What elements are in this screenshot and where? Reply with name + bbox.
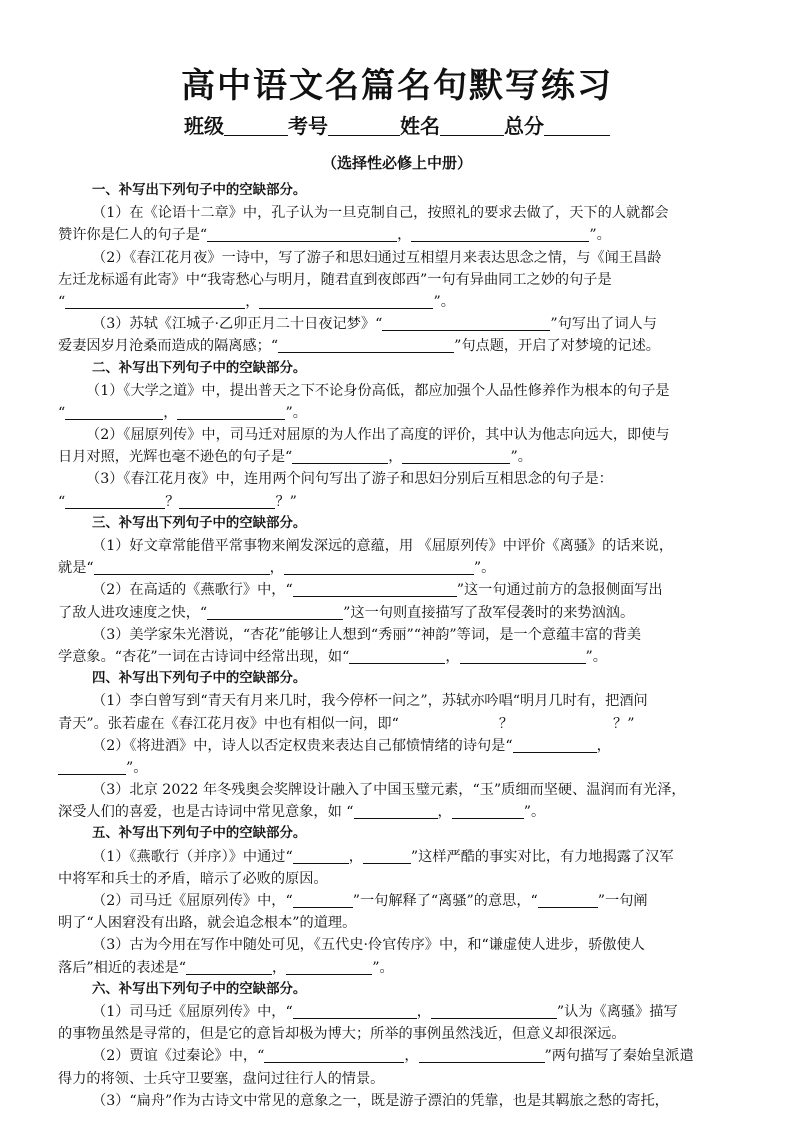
- question-line: （2）在高适的《燕歌行》中，“ ”这一句通过前方的急报侧面写出: [92, 582, 663, 599]
- answer-blank[interactable]: [293, 892, 353, 908]
- answer-blank[interactable]: [452, 803, 524, 819]
- answer-blank[interactable]: [259, 293, 433, 309]
- question-line: 落后”相近的表述是“ ， ”。: [58, 959, 394, 976]
- question-line: 得力的将领、士兵守卫要塞，盘问过往行人的情景。: [58, 1070, 385, 1087]
- question-line: （2）《春江花月夜》一诗中，写了游子和思妇通过互相望月来表达思念之情，与《闻王昌龄: [92, 249, 662, 266]
- answer-blank[interactable]: [186, 959, 272, 975]
- answer-blank[interactable]: [382, 315, 550, 331]
- number-blank[interactable]: [328, 117, 400, 136]
- answer-blank[interactable]: [513, 737, 597, 753]
- score-label: 总分: [504, 114, 544, 138]
- page-subtitle: （选择性必修上中册）: [321, 154, 472, 172]
- question-line: （3）苏轼《江城子·乙卯正月二十日夜记梦》“ ”句写出了词人与: [92, 316, 657, 333]
- question-line: （2）《屈原列传》中，司马迁对屈原的为人作出了高度的评价，其中认为他志向远大，即使与: [86, 427, 670, 444]
- question-line: （3）古为今用在写作中随处可见，《五代史·伶官传序》中，和“谦虚使人进步，骄傲使人: [92, 937, 645, 954]
- question-line: “ ， ”。: [58, 404, 307, 421]
- answer-blank[interactable]: [292, 448, 388, 464]
- answer-blank[interactable]: [65, 493, 165, 509]
- answer-blank[interactable]: [94, 559, 270, 575]
- class-label: 班级: [184, 114, 224, 138]
- question-line: （2）《将进酒》中，诗人以否定权贵来表达自己郁愤情绪的诗句是“ ，: [92, 737, 611, 754]
- question-line: （2）贾谊《过秦论》中，“ ， ”两句描写了秦始皇派遣: [92, 1048, 694, 1065]
- name-field: [400, 110, 504, 139]
- answer-blank[interactable]: [58, 759, 126, 775]
- answer-blank[interactable]: [411, 226, 589, 242]
- question-line: （3）“扁舟”作为古诗文中常见的意象之一，既是游子漂泊的凭靠，也是其羁旅之愁的寄托，: [92, 1092, 669, 1109]
- answer-blank[interactable]: [538, 892, 598, 908]
- question-line: （1）在《论语十二章》中，孔子认为一旦克制自己，按照礼的要求去做了，天下的人就都会: [92, 205, 669, 222]
- answer-blank[interactable]: [286, 959, 372, 975]
- section-heading: 五、补写出下列句子中的空缺部分。: [92, 826, 307, 842]
- answer-blank[interactable]: [65, 293, 245, 309]
- question-line: 明了“人困窘没有出路，就会追念根本”的道理。: [58, 915, 357, 932]
- answer-blank[interactable]: [354, 803, 438, 819]
- answer-blank[interactable]: [207, 226, 397, 242]
- number-label: 考号: [288, 114, 328, 138]
- question-line: ”。: [58, 757, 738, 779]
- question-line: （2）司马迁《屈原列传》中，“ ”一句解释了“离骚”的意思，“ ”一句阐: [92, 893, 648, 909]
- number-field: [288, 110, 400, 139]
- answer-blank[interactable]: [419, 1047, 545, 1063]
- question-line: 青天”。张若虚在《春江花月夜》中也有相似一问，即“ ？ ？”: [58, 715, 635, 732]
- class-blank[interactable]: [224, 117, 288, 136]
- section-heading: 三、补写出下列句子中的空缺部分。: [92, 515, 307, 531]
- answer-blank[interactable]: [293, 581, 457, 597]
- question-line: （3）北京 2022 年冬残奥会奖牌设计融入了中国玉璧元素，“玉”质细而坚硬、温润而有光泽，: [92, 782, 686, 799]
- question-line: （1）李白曾写到“青天有月来几时，我今停杯一问之”，苏轼亦吟唱“明月几时有，把酒问: [92, 693, 648, 710]
- name-label: 姓名: [400, 114, 440, 138]
- score-field: [504, 110, 610, 139]
- class-field: [184, 110, 288, 139]
- question-line: “ ？ ？”: [58, 493, 297, 510]
- answer-blank[interactable]: [402, 448, 510, 464]
- answer-blank[interactable]: [264, 1047, 404, 1063]
- question-line: 了敌人进攻速度之快，“ ”这一句则直接描写了敌军侵袭时的来势汹汹。: [58, 604, 635, 621]
- name-blank[interactable]: [440, 117, 504, 136]
- question-line: 中将军和兵士的矛盾，暗示了必败的原因。: [58, 870, 328, 887]
- question-line: “ ， ”。: [58, 293, 455, 310]
- question-line: （1）司马迁《屈原列传》中，“ ， ”认为《离骚》描写: [92, 1003, 678, 1020]
- answer-blank[interactable]: [177, 404, 285, 420]
- page-title: 高中语文名篇名句默写练习: [181, 66, 613, 106]
- section-heading: 二、补写出下列句子中的空缺部分。: [92, 360, 307, 376]
- section-heading: 一、补写出下列句子中的空缺部分。: [92, 183, 307, 198]
- answer-blank[interactable]: [278, 337, 454, 353]
- question-line: 学意象。“杏花”一词在古诗词中经常出现，如“ ， ”。: [58, 648, 607, 665]
- section-heading: 六、补写出下列句子中的空缺部分。: [92, 981, 307, 997]
- student-info-line: [0, 110, 794, 139]
- question-line: （3）美学家朱光潜说，“杏花”能够让人想到“秀丽”“神韵”等词，是一个意蕴丰富的背美: [92, 626, 642, 643]
- question-line: 就是“ ， ”。: [58, 560, 496, 577]
- answer-blank[interactable]: [349, 648, 445, 664]
- question-line: 左迁龙标遥有此寄》中“我寄愁心与明月，随君直到夜郎西”一句有异曲同工之妙的句子是: [58, 271, 612, 288]
- answer-blank[interactable]: [293, 848, 349, 864]
- answer-blank[interactable]: [179, 493, 275, 509]
- question-line: 日月对照，光辉也毫不逊色的句子是“ ， ”。: [58, 449, 532, 466]
- question-line: （1）好文章常能借平常事物来阐发深远的意蕴，用 《屈原列传》中评价《离骚》的话来说，: [92, 538, 674, 554]
- question-line: 的事物虽然是寻常的，但是它的意旨却极为博大；所举的事例虽然浅近，但意义却很深远。: [58, 1026, 626, 1043]
- question-line: （1）《大学之道》中，提出普天之下不论身份高低，都应加强个人品性修养作为根本的句子是: [86, 382, 670, 399]
- answer-blank[interactable]: [431, 1003, 557, 1019]
- question-line: 爱妻因岁月沧桑而造成的隔离感；“ ”句点题，开启了对梦境的记述。: [58, 338, 660, 355]
- answer-blank[interactable]: [363, 848, 411, 864]
- question-line: 深受人们的喜爱，也是古诗词中常见意象，如 “ ， ”。: [58, 804, 546, 821]
- question-line: （3）《春江花月夜》中，连用两个问句写出了游子和思妇分别后互相思念的句子是：: [86, 471, 613, 488]
- question-body: [58, 180, 738, 1112]
- answer-blank[interactable]: [460, 648, 586, 664]
- answer-blank[interactable]: [293, 1003, 417, 1019]
- question-line: （1）《燕歌行（并序）》中通过“ ， ”这样严酷的事实对比，有力地揭露了汉军: [92, 848, 674, 865]
- question-line: 赞许你是仁人的句子是“ ， ”。: [58, 227, 611, 244]
- answer-blank[interactable]: [284, 559, 474, 575]
- answer-blank[interactable]: [65, 404, 163, 420]
- answer-blank[interactable]: [207, 604, 343, 620]
- score-blank[interactable]: [544, 117, 610, 136]
- section-heading: 四、补写出下列句子中的空缺部分。: [92, 671, 307, 687]
